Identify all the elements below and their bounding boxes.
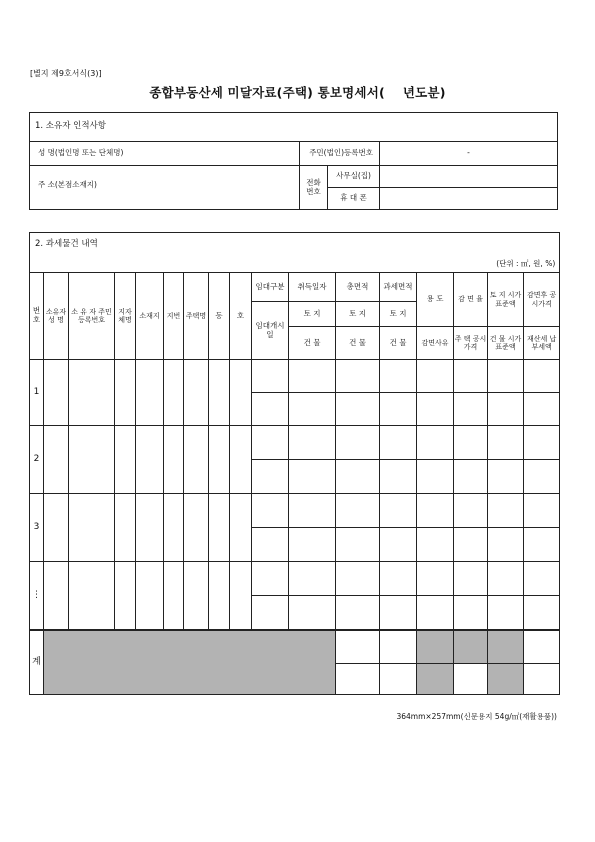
row-number: 3	[30, 494, 44, 562]
col-land-value: 토 지 시가표준액	[488, 273, 524, 327]
total-shaded-area	[44, 630, 336, 695]
col-reduction-reason: 감면사유	[417, 327, 454, 360]
owner-info-table	[29, 112, 558, 210]
col-owner-name: 소유자 성 명	[44, 273, 69, 360]
row-number: 1	[30, 360, 44, 426]
col-reduction-rate: 감 면 율	[454, 273, 488, 327]
unit-note: (단위 : ㎡, 원, %)	[30, 257, 560, 273]
table-row	[30, 494, 560, 528]
row-number: ⋮	[30, 562, 44, 630]
section2-heading: 2. 과세물건 내역	[30, 233, 560, 257]
table-row	[30, 426, 560, 460]
row-number: 2	[30, 426, 44, 494]
id-value: -	[380, 142, 558, 166]
col-total-land: 토 지	[336, 302, 380, 327]
col-taxable-area: 과세면적	[380, 273, 417, 302]
taxable-items-table	[29, 232, 560, 695]
col-property-tax: 재산세 납부세액	[524, 327, 560, 360]
col-total-building: 건 물	[336, 327, 380, 360]
col-dong: 동	[209, 273, 230, 360]
total-label: 계	[30, 630, 44, 695]
col-lease-type: 임대구분	[252, 273, 289, 302]
office-phone-label: 사무실(집)	[328, 166, 380, 188]
mobile-phone-label: 휴 대 폰	[328, 188, 380, 210]
paper-spec-note: 364mm×257mm(신문용지 54g/㎡(재활용품))	[396, 712, 557, 721]
col-housing-price: 주 택 공시가격	[454, 327, 488, 360]
office-phone-value	[380, 166, 558, 188]
col-usage: 용 도	[417, 273, 454, 327]
col-no: 번호	[30, 273, 44, 360]
phone-label: 전화번호	[300, 166, 328, 210]
address-label: 주 소(본점소재지)	[30, 166, 300, 210]
col-location: 소재지	[136, 273, 164, 360]
col-acquire-building: 건 물	[289, 327, 336, 360]
title-text: 종합부동산세 미달자료(주택) 통보명세서(	[149, 85, 385, 100]
id-label: 주민(법인)등록번호	[300, 142, 380, 166]
total-row	[30, 630, 560, 664]
col-building-value: 건 물 시가표준액	[488, 327, 524, 360]
table-row	[30, 360, 560, 393]
col-acquire-date: 취득일자	[289, 273, 336, 302]
col-ho: 호	[230, 273, 252, 360]
col-acquire-land: 토 지	[289, 302, 336, 327]
col-lot: 지번	[164, 273, 184, 360]
section1-heading: 1. 소유자 인적사항	[30, 113, 558, 142]
form-number: [별지 제9호서식(3)]	[30, 69, 102, 78]
name-label: 성 명(법인명 또는 단체명)	[30, 142, 300, 166]
col-after-reduction: 감면후 공시가격	[524, 273, 560, 327]
title-suffix: 년도분)	[402, 85, 446, 100]
col-owner-id: 소 유 자 주민등록번호	[69, 273, 115, 360]
col-taxable-building: 건 물	[380, 327, 417, 360]
col-house-name: 주택명	[184, 273, 209, 360]
mobile-phone-value	[380, 188, 558, 210]
col-taxable-land: 토 지	[380, 302, 417, 327]
col-branch: 지자 체명	[115, 273, 136, 360]
page-title	[0, 83, 595, 101]
table-row	[30, 562, 560, 596]
col-total-area: 총면적	[336, 273, 380, 302]
col-lease-start: 임대개시일	[252, 302, 289, 360]
